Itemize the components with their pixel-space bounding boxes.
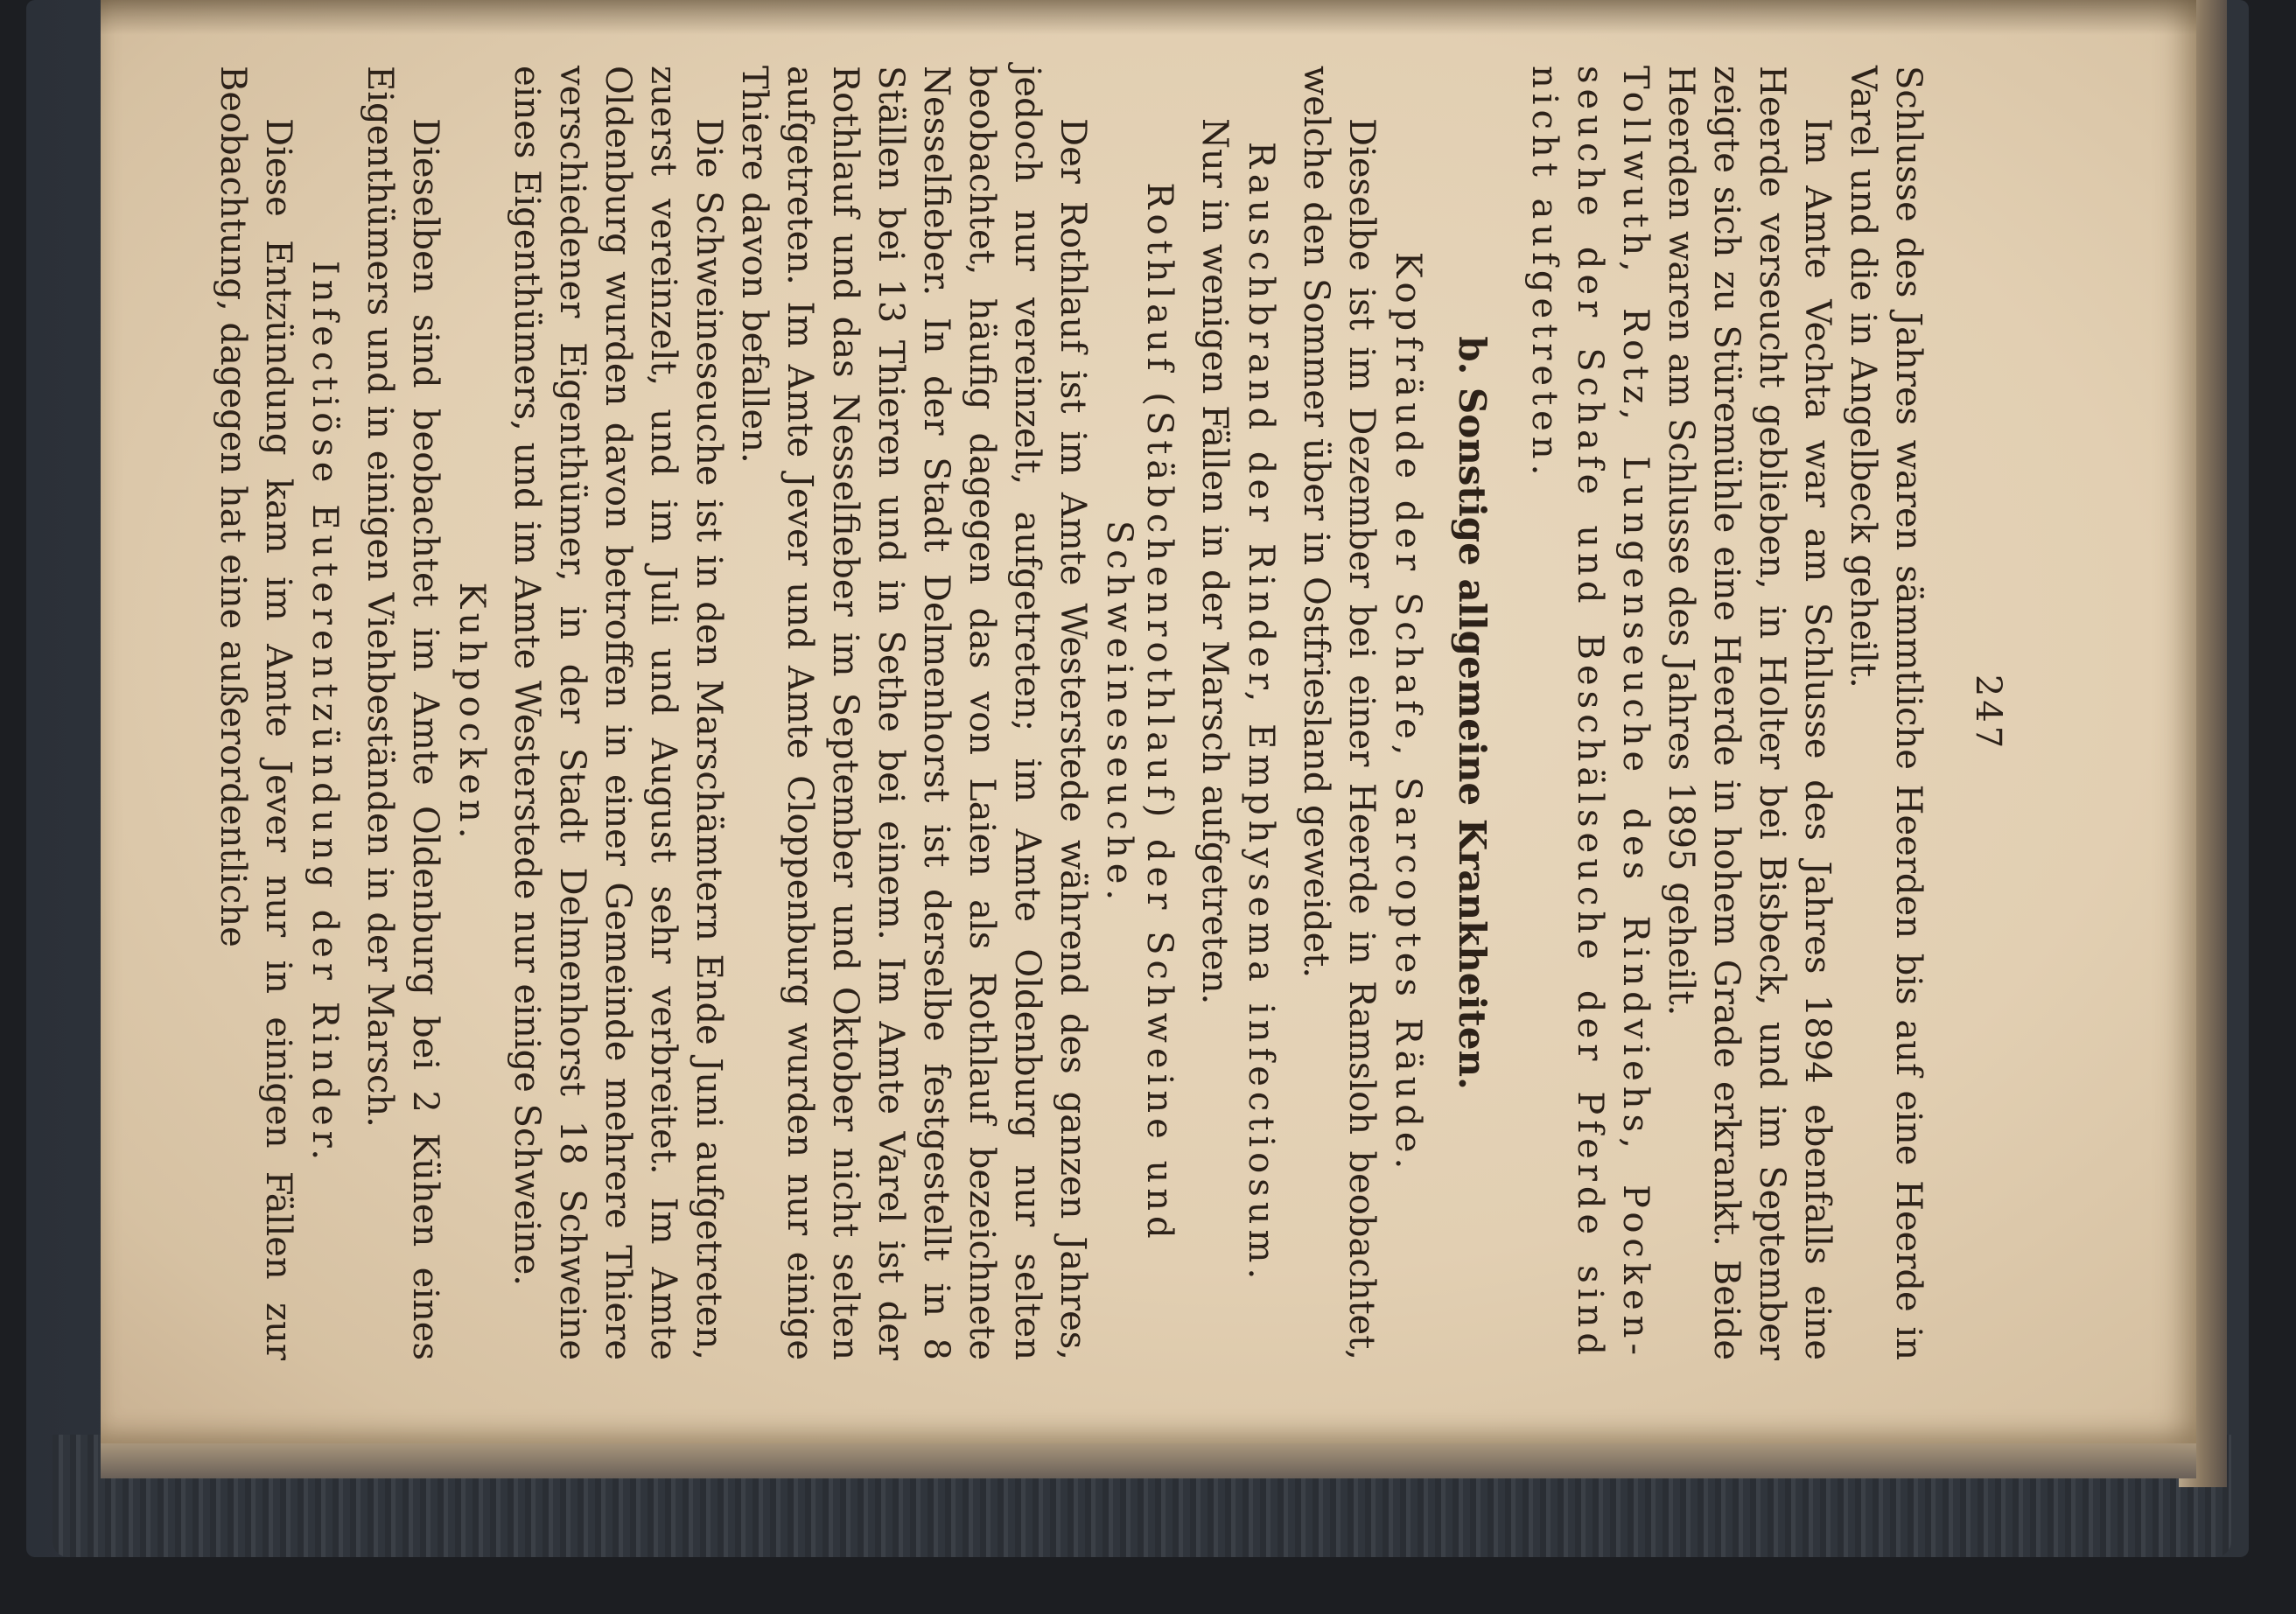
paragraph-kuhpocken: Dieselben sind beobachtet im Amte Oldenburg bei 2 Kühen eines Eigenthümers und in einigen Viehbeständen in der Marsch.	[360, 66, 445, 1360]
paragraph-schweineseuche: Die Schweineseuche ist in den Marschämtern Ende Juni aufgetreten, zuerst vereinzelt, und im Juli und August sehr verbreitet. Im Amte Oldenburg wurden davon betroffen in einer Gemeinde mehrere Thiere verschiedener Eigenthümer, in der Stadt Delmenhorst 18 Schweine eines Eigenthümers, und im Amte Westerstede nur einige Schweine.	[507, 66, 729, 1360]
subheading-kuhpocken: Kuhpocken.	[452, 582, 492, 844]
page-number: 247	[1968, 674, 2008, 752]
paragraph-tollwuth: Tollwuth, Rotz, Lungenseuche des Rindviehs, Pocken-seuche der Schafe und Beschälseuche der Pferde sind nicht aufgetreten.	[1524, 66, 1656, 1360]
subheading-euterentzuendung: Infectiöse Euterentzündung der Rinder.	[304, 260, 345, 1166]
subheading-rothlauf: Rothlauf (Stäbchenrothlauf) der Schweine und Schweineseuche.	[1099, 182, 1180, 1244]
gutter-shadow	[101, 0, 2196, 35]
paragraph-raeude: Dieselbe ist im Dezember bei einer Heerde in Ramsloh beobachtet, welche den Sommer über in Ostfriesland geweidet.	[1296, 66, 1382, 1360]
paragraph-rauschbrand: Nur in wenigen Fällen in der Marsch aufgetreten.	[1194, 118, 1235, 1005]
subheading-raeude: Kopfräude der Schafe, Sarcoptes Räude.	[1388, 251, 1428, 1175]
page-text-block	[213, 66, 2008, 1360]
paragraph-opening: Schlusse des Jahres waren sämmtliche Heerden bis auf eine Heerde in Varel und die in Angelbeck geheilt.	[1843, 66, 1928, 1360]
paragraph-euterentzuendung: Diese Entzündung kam im Amte Jever nur in einigen Fällen zur Beobachtung, dagegen hat eine außerordentliche	[213, 66, 298, 1360]
page-stack-edge	[101, 1443, 2196, 1478]
subheading-rauschbrand: Rauschbrand der Rinder, Emphysema infectiosum.	[1241, 141, 1281, 1285]
paragraph-vechta: Im Amte Vechta war am Schlusse des Jahres 1894 ebenfalls eine Heerde verseucht geblieben, in Holter bei Bisbeck, und im September zeigte sich zu Stüremühle eine Heerde in hohem Grade erkrankt. Beide Heerden waren am Schlusse des Jahres 1895 geheilt.	[1661, 66, 1838, 1360]
paragraph-rothlauf: Der Rothlauf ist im Amte Westerstede während des ganzen Jahres, jedoch nur vereinzelt, aufgetreten; im Amte Oldenburg nur selten beobachtet, häufig dagegen das von Laien als Rothlauf bezeichnete Nesselfieber. In der Stadt Delmenhorst ist derselbe festgestellt in 8 Ställen bei 13 Thieren und in Sethe bei einem. Im Amte Varel ist der Rothlauf und das Nesselfieber im September und Oktober nicht selten aufgetreten. Im Amte Jever und Amte Cloppenburg wurden nur einige Thiere davon befallen.	[734, 66, 1093, 1360]
section-heading: b. Sonstige allgemeine Krankheiten.	[1451, 336, 1494, 1090]
